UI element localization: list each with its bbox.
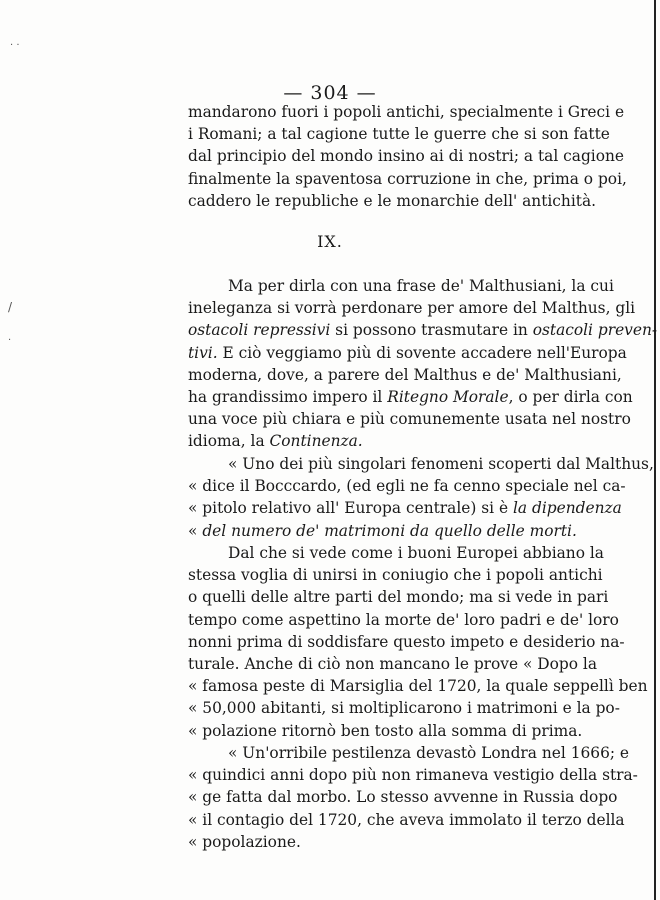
section-heading: IX. — [317, 232, 343, 251]
paragraph-malthusiani — [188, 275, 658, 453]
text-line: Ma per dirla con una frase de' Malthusiani, la cui — [228, 277, 614, 295]
text-line — [188, 319, 658, 341]
text-line: tempo come aspettino la morte de' loro padri e de' loro — [188, 610, 619, 629]
page-edge-rule — [654, 0, 656, 900]
page-number: — 304 — — [283, 82, 377, 104]
text-line: moderna, dove, a parere del Malthus e de' Malthusiani, — [188, 365, 622, 384]
text-line — [188, 430, 583, 452]
italic-term: ostacoli preven- — [532, 321, 658, 340]
italic-term: del numero de' matrimoni da quello delle morti. — [202, 521, 577, 540]
text-line: dal principio del mondo insino ai di nostri; a tal cagione — [188, 147, 625, 166]
paragraph-londra — [188, 742, 638, 853]
margin-speck-top: · · — [10, 40, 20, 51]
text-line — [188, 386, 633, 408]
text-run: « — [188, 521, 203, 540]
text-line: « popolazione. — [188, 832, 301, 851]
text-line — [188, 342, 627, 364]
text-line: Dal che si vede come i buoni Europei abbiano la — [228, 544, 604, 562]
text-line: finalmente la spaventosa corruzione in che, prima o poi, — [188, 169, 627, 188]
text-line: stessa voglia di unirsi in coniugio che i popoli antichi — [188, 566, 603, 585]
paragraph-continuation — [188, 101, 627, 212]
text-run: « pitolo relativo all' Europa centrale) si è — [188, 499, 513, 518]
italic-term: tivi. — [188, 343, 218, 362]
text-run: ha grandissimo impero il — [188, 387, 388, 406]
text-line: « quindici anni dopo più non rimaneva vestigio della stra- — [188, 766, 638, 785]
text-run: , o per dirla con — [508, 387, 633, 406]
text-line: « Un'orribile pestilenza devastò Londra nel 1666; e — [228, 744, 630, 762]
text-line: « famosa peste di Marsiglia del 1720, la quale seppellì ben — [188, 677, 648, 696]
text-line — [188, 520, 583, 542]
text-run: E ciò veggiamo più di sovente accadere nell'Europa — [217, 343, 627, 362]
text-line: « ge fatta dal morbo. Lo stesso avvenne in Russia dopo — [188, 788, 618, 807]
italic-term: Ritegno Morale — [387, 387, 509, 406]
text-line: ineleganza si vorrà perdonare per amore del Malthus, gli — [188, 299, 636, 318]
text-line: una voce più chiara e più comunemente usata nel nostro — [188, 410, 631, 429]
text-line: o quelli delle altre parti del mondo; ma si vede in pari — [188, 588, 609, 607]
text-line: caddero le republiche e le monarchie dell' antichità. — [188, 191, 597, 210]
text-line: turale. Anche di ciò non mancano le prove « Dopo la — [188, 654, 598, 673]
text-line: nonni prima di soddisfare questo impeto e desiderio na- — [188, 632, 625, 651]
text-line: « 50,000 abitanti, si moltiplicarono i matrimoni e la po- — [188, 699, 620, 718]
italic-term: la dipendenza — [512, 499, 622, 518]
italic-term: ostacoli repressivi — [188, 321, 331, 340]
text-run: si possono trasmutare in — [330, 321, 533, 340]
text-line: « dice il Bocccardo, (ed egli ne fa cenno speciale nel ca- — [188, 477, 626, 496]
text-line: i Romani; a tal cagione tutte le guerre che si son fatte — [188, 125, 610, 144]
text-line: mandarono fuori i popoli antichi, specialmente i Greci e — [188, 103, 625, 121]
text-line — [188, 497, 622, 519]
margin-speck-low: · — [8, 335, 12, 346]
italic-term: Continenza. — [269, 432, 363, 451]
margin-speck-mid: / — [8, 300, 13, 314]
text-line: « il contagio del 1720, che aveva immolato il terzo della — [188, 810, 625, 829]
text-run: idioma, la — [188, 432, 270, 451]
paragraph-europei — [188, 542, 648, 742]
text-line: « polazione ritornò ben tosto alla somma di prima. — [188, 721, 583, 740]
text-line: « Uno dei più singolari fenomeni scoperti dal Malthus, — [228, 455, 654, 473]
paragraph-quote-boccardo — [188, 453, 654, 542]
